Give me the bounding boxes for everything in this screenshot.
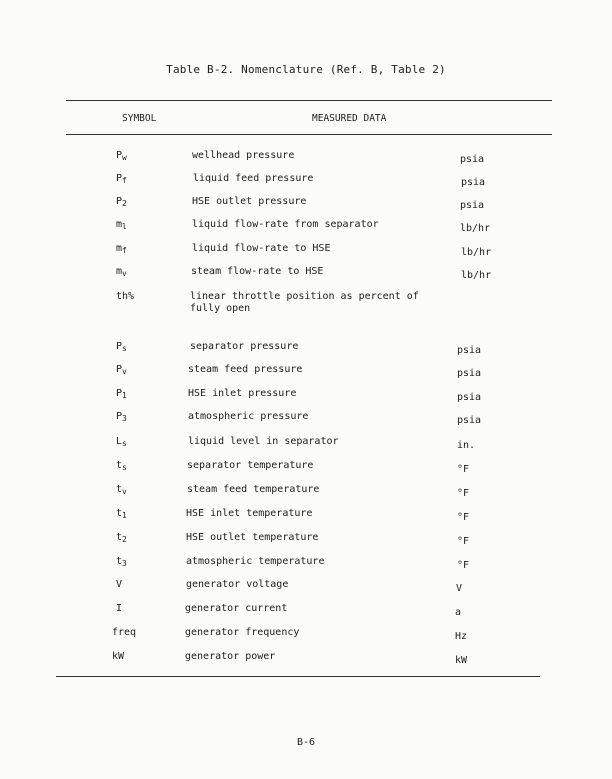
symbol-base: V — [116, 579, 123, 590]
symbol-base: t — [116, 484, 123, 495]
row-symbol — [116, 411, 180, 425]
row-unit: psia — [457, 368, 482, 379]
row-unit: psia — [460, 200, 485, 211]
row-unit: in. — [457, 440, 476, 451]
row-symbol — [116, 532, 180, 546]
table-row — [0, 460, 612, 480]
row-unit: lb/hr — [461, 247, 492, 258]
table-row — [0, 579, 612, 599]
symbol-subscript: s — [122, 463, 127, 472]
symbol-base: P — [116, 150, 123, 161]
row-description: wellhead pressure — [192, 150, 295, 161]
table-row — [0, 484, 612, 504]
row-description: generator frequency — [185, 627, 300, 638]
row-symbol — [112, 627, 176, 639]
row-description: liquid flow-rate to HSE — [192, 243, 331, 254]
symbol-base: th% — [116, 291, 135, 302]
row-description: HSE inlet pressure — [188, 388, 297, 399]
row-symbol — [116, 219, 180, 233]
symbol-base: P — [116, 364, 123, 375]
row-description: steam feed temperature — [187, 484, 320, 495]
table-row — [0, 651, 612, 671]
symbol-subscript: f — [122, 176, 127, 185]
symbol-base: P — [116, 388, 123, 399]
symbol-subscript: 3 — [122, 559, 127, 568]
row-unit: °F — [457, 536, 470, 547]
table-row — [0, 150, 612, 170]
row-description: liquid level in separator — [188, 436, 339, 447]
symbol-base: I — [116, 603, 123, 614]
row-symbol — [116, 436, 180, 450]
row-unit: lb/hr — [460, 223, 491, 234]
row-symbol — [116, 243, 180, 257]
row-unit: Hz — [455, 631, 468, 642]
symbol-subscript: s — [122, 439, 127, 448]
table-row — [0, 219, 612, 239]
table-caption: Table B-2. Nomenclature (Ref. B, Table 2) — [166, 63, 446, 76]
row-description: separator pressure — [190, 341, 299, 352]
symbol-base: P — [116, 173, 123, 184]
symbol-subscript: v — [122, 269, 127, 278]
row-unit: V — [456, 583, 463, 594]
row-description: generator power — [185, 651, 276, 662]
symbol-subscript: 2 — [122, 535, 127, 544]
table-row — [0, 603, 612, 623]
table-row — [0, 291, 612, 314]
row-symbol — [116, 556, 180, 570]
symbol-subscript: 2 — [122, 199, 127, 208]
table-row — [0, 411, 612, 431]
row-symbol — [116, 603, 180, 615]
row-unit: °F — [457, 512, 470, 523]
row-symbol — [112, 651, 176, 663]
symbol-subscript: w — [122, 153, 127, 162]
row-description: atmospheric pressure — [188, 411, 309, 422]
table-row — [0, 556, 612, 576]
page-number: B-6 — [296, 737, 316, 748]
symbol-base: L — [116, 436, 123, 447]
row-description: generator current — [185, 603, 288, 614]
table-row — [0, 627, 612, 647]
row-description: generator voltage — [186, 579, 289, 590]
symbol-base: m — [116, 243, 123, 254]
row-symbol — [116, 579, 180, 591]
symbol-subscript: s — [122, 344, 127, 353]
symbol-base: t — [116, 508, 123, 519]
symbol-subscript: 1 — [122, 391, 127, 400]
table-row — [0, 364, 612, 384]
row-unit: psia — [457, 392, 482, 403]
row-unit: °F — [457, 488, 470, 499]
symbol-base: kW — [112, 651, 125, 662]
row-unit: kW — [455, 655, 468, 666]
table-row — [0, 388, 612, 408]
row-symbol — [116, 460, 180, 474]
row-symbol — [116, 341, 180, 355]
row-symbol — [116, 484, 180, 498]
row-symbol — [116, 196, 180, 210]
header-rule — [66, 134, 552, 135]
row-description: separator temperature — [187, 460, 314, 471]
row-symbol — [116, 508, 180, 522]
table-row — [0, 341, 612, 361]
table-row — [0, 266, 612, 286]
row-unit: psia — [460, 154, 485, 165]
symbol-subscript: v — [122, 367, 127, 376]
row-unit: a — [455, 607, 462, 618]
row-symbol — [116, 364, 180, 378]
row-symbol — [116, 266, 180, 280]
symbol-subscript: f — [122, 246, 127, 255]
symbol-subscript: 1 — [122, 511, 127, 520]
row-unit: psia — [461, 177, 486, 188]
table-row — [0, 508, 612, 528]
row-symbol — [116, 150, 180, 164]
table-row — [0, 196, 612, 216]
table-row — [0, 436, 612, 456]
symbol-base: m — [116, 266, 123, 277]
row-description: steam feed pressure — [188, 364, 303, 375]
row-description: HSE outlet temperature — [186, 532, 319, 543]
row-description: HSE inlet temperature — [186, 508, 313, 519]
row-description: HSE outlet pressure — [192, 196, 307, 207]
table-row — [0, 173, 612, 193]
symbol-base: freq — [112, 627, 137, 638]
column-header-symbol: SYMBOL — [122, 113, 157, 124]
row-description: liquid flow-rate from separator — [192, 219, 379, 230]
table-row — [0, 532, 612, 552]
row-description: linear throttle position as percent of fully open — [190, 291, 419, 314]
column-header-measured-data: MEASURED DATA — [312, 113, 387, 124]
row-symbol — [116, 388, 180, 402]
symbol-base: t — [116, 556, 123, 567]
row-description: steam flow-rate to HSE — [191, 266, 324, 277]
symbol-subscript: 3 — [122, 414, 127, 423]
row-description: atmospheric temperature — [186, 556, 325, 567]
symbol-base: P — [116, 196, 123, 207]
top-rule — [66, 100, 552, 101]
symbol-subscript: l — [122, 222, 127, 231]
row-symbol — [116, 173, 180, 187]
row-unit: °F — [457, 464, 470, 475]
table-row — [0, 243, 612, 263]
symbol-subscript: v — [122, 487, 127, 496]
symbol-base: t — [116, 532, 123, 543]
bottom-rule — [56, 676, 540, 677]
row-symbol — [116, 291, 180, 303]
row-description: liquid feed pressure — [193, 173, 314, 184]
row-unit: psia — [457, 415, 482, 426]
row-unit: psia — [457, 345, 482, 356]
row-unit: °F — [457, 560, 470, 571]
symbol-base: P — [116, 411, 123, 422]
symbol-base: m — [116, 219, 123, 230]
symbol-base: P — [116, 341, 123, 352]
symbol-base: t — [116, 460, 123, 471]
row-unit: lb/hr — [461, 270, 492, 281]
